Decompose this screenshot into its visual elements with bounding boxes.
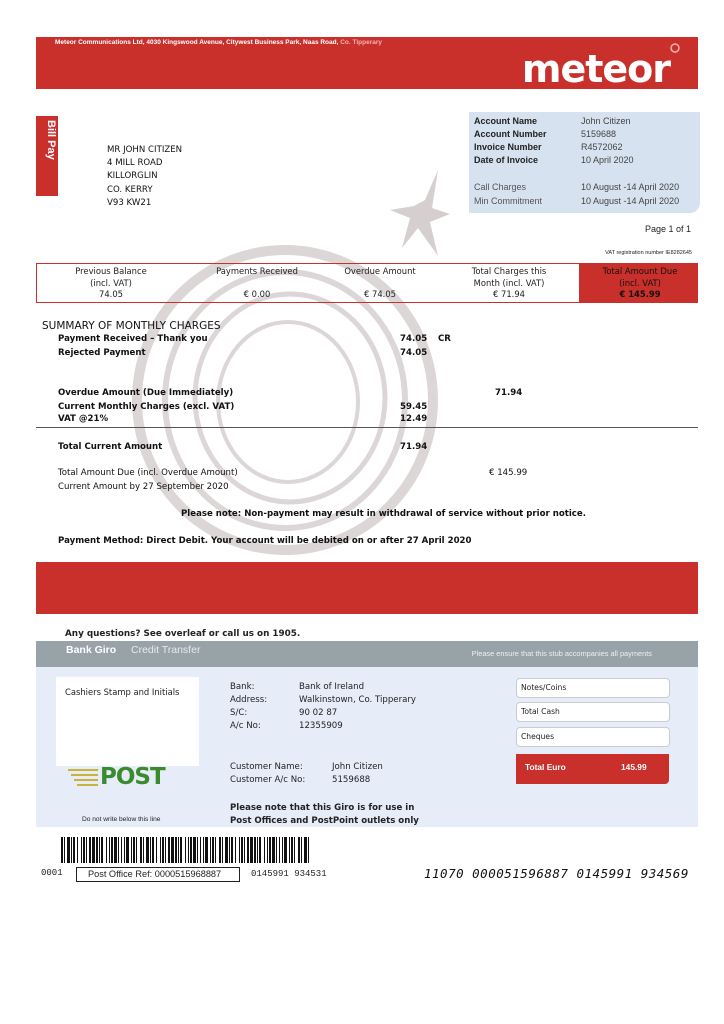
rejected-payment-amount: 74.05 [400,348,428,358]
barcode-bar [71,837,72,863]
barcode-bar [215,837,216,863]
barcode-bar [235,837,236,863]
barcode-bar [241,837,243,863]
sort-code-value: 90 02 87 [299,708,338,718]
barcode-bar [86,837,87,863]
vat-label: VAT @21% [58,414,109,424]
barcode-bar [269,837,271,863]
total-current-label: Total Current Amount [58,442,163,452]
barcode-bar [171,837,174,863]
post-office-ref-box [76,867,240,882]
bill-pay-label: Bill Pay [45,120,57,160]
payment-received-amount: 74.05 [400,334,428,344]
account-no-value: 12355909 [299,721,343,731]
barcode-bar [160,837,161,863]
balance-summary-strip [36,263,698,303]
total-due-label: Total Amount Due (incl. Overdue Amount) [58,468,238,478]
red-divider-band [36,562,698,614]
barcode-bar [121,837,122,863]
total-charges-this-month: Total Charges this Month (incl. VAT) € 71.94 [471,266,547,300]
barcode-bar [203,837,204,863]
barcode-bar [259,837,261,863]
overdue-amount: Overdue Amount € 74.05 [344,266,416,300]
barcode-bar [126,837,129,863]
barcode-bar [185,837,186,863]
barcode-bar [64,837,65,863]
call-charges-row: Call Charges 10 August -14 April 2020 [474,182,680,192]
barcode-bar [124,837,125,863]
logo-star-icon [668,41,682,55]
customer-acc-label: Customer A/c No: [230,775,306,785]
barcode-bar [165,837,166,863]
summary-heading: SUMMARY OF MONTHLY CHARGES [42,320,221,332]
barcode-bar [178,837,179,863]
questions-line: Any questions? See overleaf or call us on 1905. [65,629,301,639]
total-cash-field[interactable]: Total Cash [516,702,670,722]
barcode-bar [101,837,103,863]
barcode-bar [143,837,144,863]
current-monthly-amount: 59.45 [400,402,428,412]
barcode-bar [77,837,78,863]
total-euro-box [516,754,669,784]
barcode-bar [272,837,275,863]
barcode-bar [301,837,302,863]
previous-balance: Previous Balance (incl. VAT) 74.05 [75,266,147,300]
payment-received-suffix: CR [438,334,451,344]
barcode-bar [257,837,258,863]
barcode-bar [146,837,149,863]
address-line: V93 KW21 [107,197,152,208]
barcode-bar [222,837,223,863]
payments-received: Payments Received € 0.00 [216,266,298,300]
overdue-label: Overdue Amount (Due Immediately) [58,388,234,398]
giro-note: Please ensure that this stub accompanies all payments [471,649,652,658]
barcode-bar [231,837,233,863]
bank-address-label: Address: [230,695,268,705]
barcode [61,837,309,863]
barcode-bar [250,837,253,863]
min-commitment-row: Min Commitment 10 August -14 April 2020 [474,196,680,206]
barcode-bar [291,837,293,863]
barcode-bar [282,837,283,863]
barcode-bar [106,837,107,863]
barcode-bar [99,837,100,863]
total-amount-due: Total Amount Due (incl. VAT) € 145.99 [602,266,678,300]
barcode-bar [109,837,110,863]
overdue-amount-value: 71.94 [495,388,523,398]
account-no-label: A/c No: [230,721,261,731]
barcode-bar [254,837,256,863]
total-euro-label: Total Euro [525,762,566,772]
customer-acc-value: 5159688 [332,775,371,785]
giro-title: Bank Giro [66,644,117,656]
barcode-bar [152,837,154,863]
stamp-label: Cashiers Stamp and Initials [65,687,180,697]
barcode-bar [131,837,132,863]
barcode-bar [264,837,265,863]
barcode-bar [190,837,192,863]
total-divider [36,427,698,428]
meteor-logo: meteor [522,47,670,91]
account-number-row: Account Number 5159688 [474,129,617,139]
barcode-bar [210,837,211,863]
barcode-bar [73,837,75,863]
customer-name-label: Customer Name: [230,762,303,772]
sort-code-label: S/C: [230,708,248,718]
bank-label: Bank: [230,682,255,692]
giro-header [36,641,698,667]
customer-address [107,144,182,210]
post-office-ref: Post Office Ref: 0000515968887 [88,869,222,879]
cheques-field[interactable]: Cheques [516,727,670,747]
bank-address-value: Walkinstown, Co. Tipperary [299,695,417,705]
barcode-bar [308,837,309,863]
ocr-line: 11070 000051596887 0145991 934569 [424,866,689,881]
address-line: MR JOHN CITIZEN [107,145,183,155]
total-due-amount: € 145.99 [489,468,528,478]
barcode-bar [136,837,137,863]
barcode-bar [200,837,201,863]
barcode-bar [92,837,95,863]
barcode-bar [67,837,70,863]
page-number: Page 1 of 1 [644,224,691,234]
sequence-number: 0001 [41,868,63,878]
vat-registration: VAT registration number IE8282645 [605,250,692,256]
post-wing-icon [66,764,100,790]
barcode-bar [114,837,117,863]
barcode-bar [197,837,198,863]
barcode-bar [284,837,287,863]
barcode-bar [304,837,307,863]
barcode-bar [239,837,240,863]
barcode-bar [168,837,170,863]
barcode-bar [156,837,157,863]
invoice-date-row: Date of Invoice 10 April 2020 [474,155,634,165]
address-line: 4 MILL ROAD [107,158,163,169]
barcode-bar [229,837,230,863]
do-not-write-note: Do not write below this line [82,816,161,823]
barcode-bar [247,837,249,863]
barcode-bar [276,837,277,863]
barcode-bar [96,837,98,863]
barcode-bar [267,837,268,863]
giro-usage-notice: Please note that this Giro is for use in Post Offices and PostPoint outlets only [230,803,419,826]
payment-method: Payment Method: Direct Debit. Your account will be debited on or after 27 April 2020 [58,536,472,546]
address-line: KILLORGLIN [107,171,158,182]
total-euro-value: 145.99 [621,762,647,772]
barcode-bar [175,837,177,863]
barcode-bar [111,837,113,863]
invoice-number-row: Invoice Number R4572062 [474,142,623,152]
barcode-bar [188,837,189,863]
customer-name-value: John Citizen [332,762,383,772]
an-post-logo [66,764,165,795]
barcode-bar [219,837,221,863]
current-monthly-label: Current Monthly Charges (excl. VAT) [58,402,235,412]
account-code: 0145991 934531 [251,869,327,879]
barcode-bar [150,837,151,863]
payment-received-label: Payment Received – Thank you [58,334,208,344]
barcode-bar [180,837,182,863]
bill-pay-tab [36,116,58,196]
barcode-bar [140,837,142,863]
barcode-bar [81,837,82,863]
barcode-bar [89,837,91,863]
giro-subtitle: Credit Transfer [131,644,201,656]
barcode-bar [83,837,85,863]
cashier-stamp-box [56,677,199,766]
barcode-bar [133,837,135,863]
notes-coins-field[interactable]: Notes/Coins [516,678,670,698]
non-payment-note: Please note: Non-payment may result in withdrawal of service without prior notice. [181,509,586,519]
barcode-bar [279,837,280,863]
barcode-bar [244,837,245,863]
barcode-bar [205,837,208,863]
vat-amount: 12.49 [400,414,428,424]
barcode-bar [162,837,164,863]
post-logo-text: POST [100,764,165,790]
barcode-bar [212,837,214,863]
rejected-payment-label: Rejected Payment [58,348,146,358]
barcode-bar [118,837,119,863]
barcode-bar [61,837,63,863]
total-current-amount: 71.94 [400,442,428,452]
barcode-bar [294,837,295,863]
bank-value: Bank of Ireland [299,682,365,692]
account-name-row: Account Name John Citizen [474,116,631,126]
address-line: CO. KERRY [107,184,153,195]
account-details-box [469,112,700,213]
barcode-bar [193,837,196,863]
barcode-bar [225,837,228,863]
company-address-line: Meteor Communications Ltd, 4030 Kingswood Avenue, Citywest Business Park, Naas Road, Co. Tipperary [55,39,383,46]
barcode-bar [298,837,300,863]
current-by-date: Current Amount by 27 September 2020 [58,482,229,492]
barcode-bar [289,837,290,863]
